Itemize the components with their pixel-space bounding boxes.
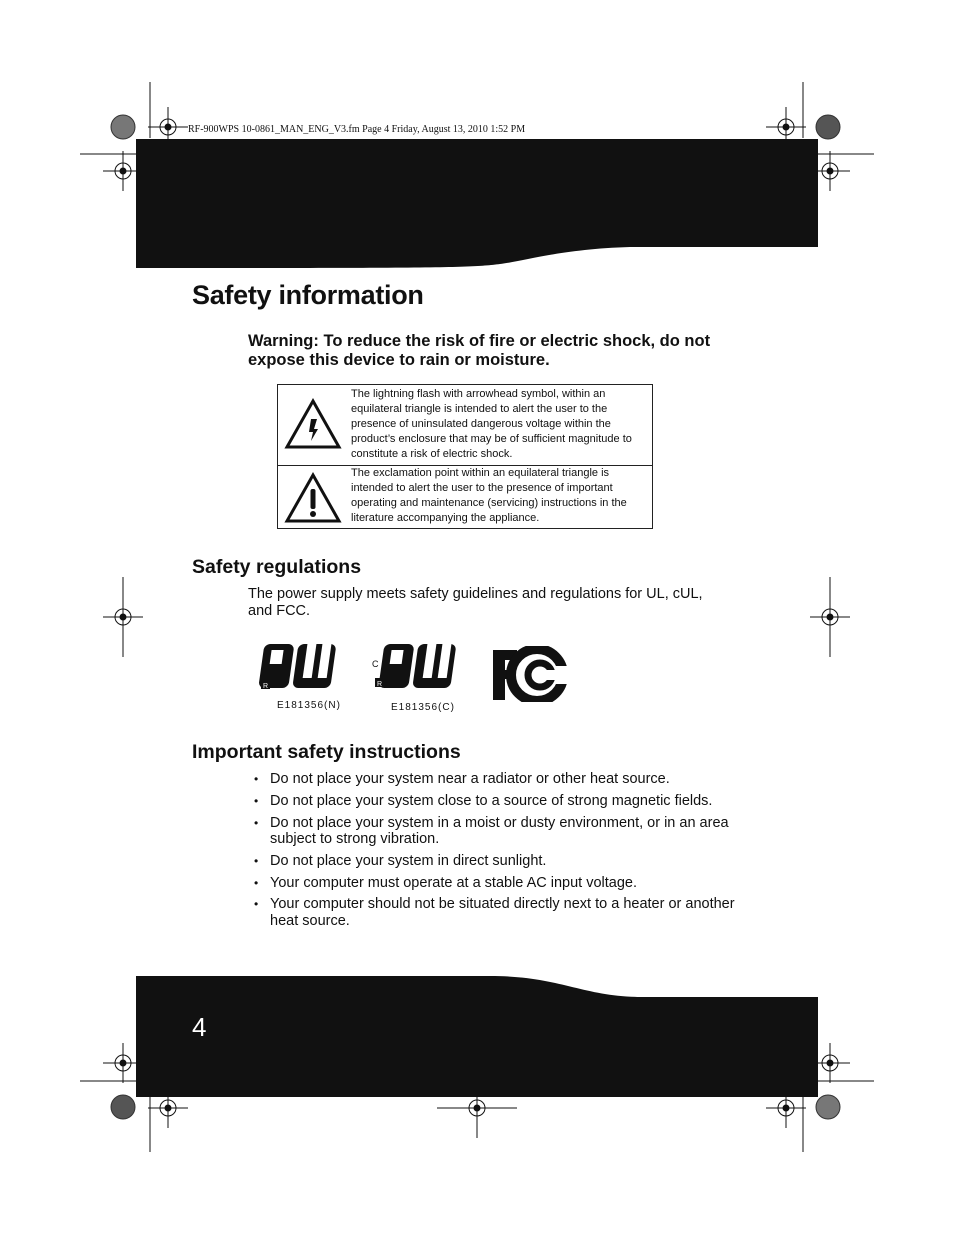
bullet-icon: •: [254, 853, 259, 868]
exclamation-triangle-icon: [284, 469, 342, 527]
list-item-text: Do not place your system in a moist or dusty environment, or in an area subject to strong vibration.: [270, 814, 729, 848]
symbol-description: The exclamation point within an equilateral triangle is intended to alert the user to the presence of important operating and maintenance (servicing) instructions in the literature accompanying the appliance.: [351, 467, 627, 524]
list-item: [254, 793, 754, 810]
table-row: [278, 385, 652, 466]
page-number: 4: [192, 1012, 207, 1042]
list-item: [254, 815, 754, 848]
list-item: [254, 771, 754, 788]
file-meta-header: RF-900WPS 10-0861_MAN_ENG_V3.fm Page 4 Friday, August 13, 2010 1:52 PM: [188, 124, 526, 135]
list-item: [254, 853, 754, 870]
warning-text: Warning: To reduce the risk of fire or electric shock, do not expose this device to rain or moisture.: [248, 332, 711, 369]
top-black-band: [136, 139, 818, 268]
table-row: [278, 465, 652, 529]
bullet-icon: •: [254, 897, 259, 912]
list-item-text: Do not place your system in direct sunlight.: [270, 852, 547, 869]
bullet-icon: •: [254, 815, 259, 830]
logo-caption: E181356(N): [277, 700, 341, 711]
svg-text:R: R: [263, 683, 269, 690]
logo-prefix: C: [372, 659, 380, 669]
bottom-black-band: [136, 976, 818, 1097]
logo-caption: E181356(C): [391, 702, 455, 713]
cul-mark-icon: [371, 640, 457, 692]
symbol-explanation-table: [277, 384, 653, 529]
regulations-text: The power supply meets safety guidelines and regulations for UL, cUL, and FCC.: [248, 586, 703, 619]
list-item: [254, 896, 754, 929]
page-title: Safety information: [192, 280, 424, 310]
symbol-description: The lightning flash with arrowhead symbol, within an equilateral triangle is intended to alert the user to the presence of uninsulated dangerous voltage within the product’s enclosure that may be of sufficient magnitude to constitute a risk of electric shock.: [351, 388, 632, 460]
list-item-text: Do not place your system close to a source of strong magnetic fields.: [270, 792, 713, 809]
svg-text:R: R: [377, 681, 383, 688]
instruction-list: [254, 771, 754, 935]
fcc-logo-icon: [491, 646, 571, 702]
list-item-text: Your computer should not be situated directly next to a heater or another heat source.: [270, 896, 735, 929]
bullet-icon: •: [254, 772, 259, 786]
list-item-text: Your computer must operate at a stable AC input voltage.: [270, 874, 638, 891]
list-item-text: Do not place your system near a radiator or other heat source.: [270, 771, 670, 787]
ul-mark-icon: [259, 640, 343, 692]
section-heading-regulations: Safety regulations: [192, 556, 362, 578]
bullet-icon: •: [254, 875, 259, 890]
list-item: [254, 875, 754, 892]
lightning-triangle-icon: [284, 395, 342, 453]
certification-logos: [255, 636, 585, 716]
section-heading-instructions: Important safety instructions: [192, 741, 461, 763]
bullet-icon: •: [254, 793, 259, 808]
